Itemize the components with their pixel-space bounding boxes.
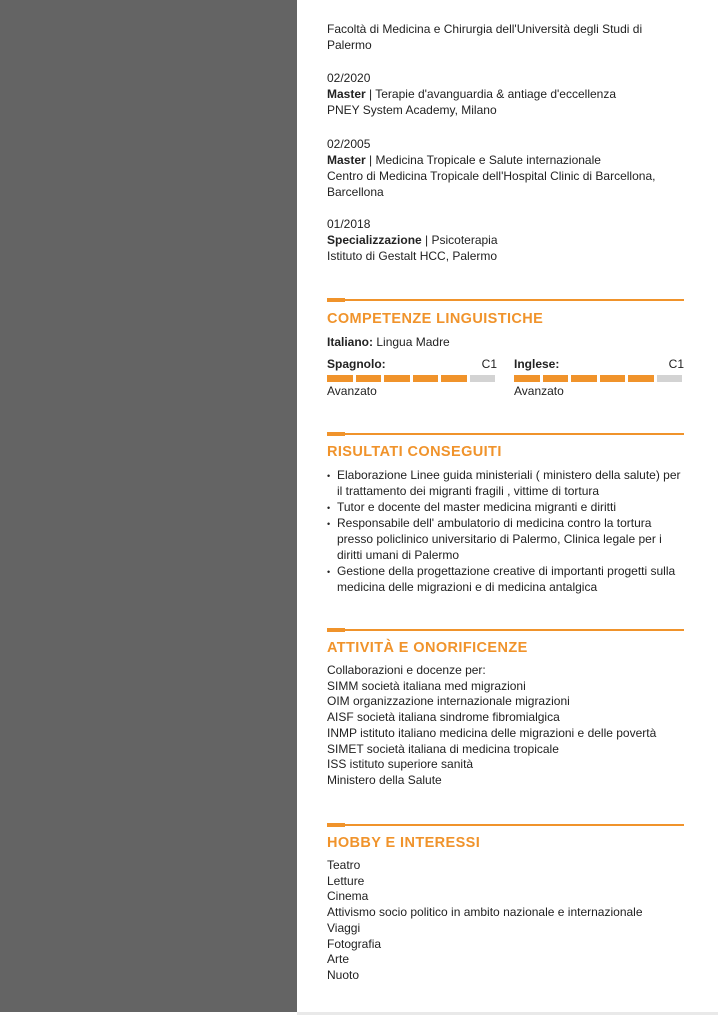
- language-level-bar: [514, 375, 684, 382]
- list-item: AISF società italiana sindrome fibromialgica: [327, 710, 560, 725]
- list-item: Arte: [327, 952, 350, 967]
- list-item: SIMET società italiana di medicina tropicale: [327, 741, 559, 756]
- language-level-segment: [470, 375, 496, 382]
- education-field: | Psicoterapia: [421, 233, 498, 247]
- language-level-segment: [571, 375, 597, 382]
- language-english: [514, 356, 684, 399]
- achievements-list: [327, 467, 685, 595]
- language-level-segment: [441, 375, 467, 382]
- language-level-bar: [327, 375, 497, 382]
- education-degree-line: [327, 86, 685, 102]
- native-language-value: Lingua Madre: [373, 335, 450, 349]
- education-degree: Specializzazione: [327, 233, 422, 247]
- list-item: Attivismo socio politico in ambito nazionale e internazionale: [327, 905, 643, 920]
- activities-list: [327, 663, 685, 789]
- education-date: 01/2018: [327, 217, 371, 231]
- language-level-segment: [628, 375, 654, 382]
- language-level-segment: [543, 375, 569, 382]
- language-level-code: C1: [668, 357, 684, 371]
- education-school: Facoltà di Medicina e Chirurgia dell'Università degli Studi di Palermo: [327, 22, 643, 52]
- list-item: • Elaborazione Linee guida ministeriali ( ministero della salute) per il trattamento dei migranti fragili , vittime di tortura: [327, 467, 685, 499]
- education-degree: Master: [327, 87, 366, 101]
- language-spanish: [327, 356, 497, 399]
- section-title-activities: ATTIVITÀ E ONORIFICENZE: [327, 640, 528, 656]
- section-accent: [327, 298, 345, 302]
- hobbies-list: [327, 858, 685, 984]
- section-rule: [327, 824, 684, 826]
- section-rule: [327, 629, 684, 631]
- education-school: Centro di Medicina Tropicale dell'Hospital Clinic di Barcellona, Barcellona: [327, 169, 656, 199]
- education-date: 02/2005: [327, 137, 371, 151]
- education-entry-2: [327, 70, 685, 118]
- education-school: Istituto di Gestalt HCC, Palermo: [327, 249, 498, 263]
- list-item: ISS istituto superiore sanità: [327, 757, 474, 772]
- list-item: Ministero della Salute: [327, 772, 442, 787]
- section-accent: [327, 432, 345, 436]
- native-language-label: Italiano:: [327, 335, 374, 349]
- list-item: • Gestione della progettazione creative di importanti progetti sulla medicina delle migrazioni e di medicina antalgica: [327, 563, 685, 595]
- section-title-languages: COMPETENZE LINGUISTICHE: [327, 311, 544, 327]
- education-school: PNEY System Academy, Milano: [327, 103, 497, 117]
- education-degree-line: [327, 232, 685, 248]
- education-entry-4: [327, 216, 685, 264]
- left-sidebar: [0, 0, 297, 1012]
- language-name: Inglese:: [514, 357, 560, 371]
- education-degree: Master: [327, 153, 366, 167]
- language-name: Spagnolo:: [327, 357, 386, 371]
- language-level-segment: [384, 375, 410, 382]
- language-level-segment: [327, 375, 353, 382]
- education-date: 02/2020: [327, 71, 371, 85]
- list-item: INMP istituto italiano medicina delle migrazioni e delle povertà: [327, 725, 657, 740]
- section-title-hobbies: HOBBY E INTERESSI: [327, 835, 481, 851]
- list-item: Teatro: [327, 858, 361, 872]
- language-level-segment: [413, 375, 439, 382]
- list-item: OIM organizzazione internazionale migrazioni: [327, 694, 570, 709]
- education-entry-3: [327, 136, 685, 200]
- list-item: Cinema: [327, 889, 369, 904]
- list-item: SIMM società italiana med migrazioni: [327, 678, 526, 693]
- section-rule: [327, 299, 684, 301]
- list-item: Viaggi: [327, 920, 361, 935]
- education-field: | Medicina Tropicale e Salute internazionale: [365, 153, 601, 167]
- section-accent: [327, 823, 345, 827]
- list-item: Collaborazioni e docenze per:: [327, 663, 486, 677]
- education-degree-line: [327, 152, 685, 168]
- language-level-segment: [600, 375, 626, 382]
- language-level-text: Avanzato: [327, 384, 377, 398]
- list-item: Fotografia: [327, 936, 382, 951]
- section-title-achievements: RISULTATI CONSEGUITI: [327, 444, 502, 460]
- language-level-segment: [356, 375, 382, 382]
- education-field: | Terapie d'avanguardia & antiage d'eccellenza: [365, 87, 617, 101]
- list-item: Nuoto: [327, 967, 360, 982]
- language-level-segment: [657, 375, 683, 382]
- list-item: Letture: [327, 873, 365, 888]
- language-level-segment: [514, 375, 540, 382]
- education-entry-1: [327, 21, 685, 53]
- native-language: [327, 334, 685, 350]
- language-level-text: Avanzato: [514, 384, 564, 398]
- language-level-code: C1: [481, 357, 497, 371]
- list-item: • Tutor e docente del master medicina migranti e diritti: [327, 499, 685, 515]
- list-item: • Responsabile dell' ambulatorio di medicina contro la tortura presso policlinico universitario di Palermo, Clinica legale per i diritti umani di Palermo: [327, 515, 685, 563]
- section-accent: [327, 628, 345, 632]
- section-rule: [327, 433, 684, 435]
